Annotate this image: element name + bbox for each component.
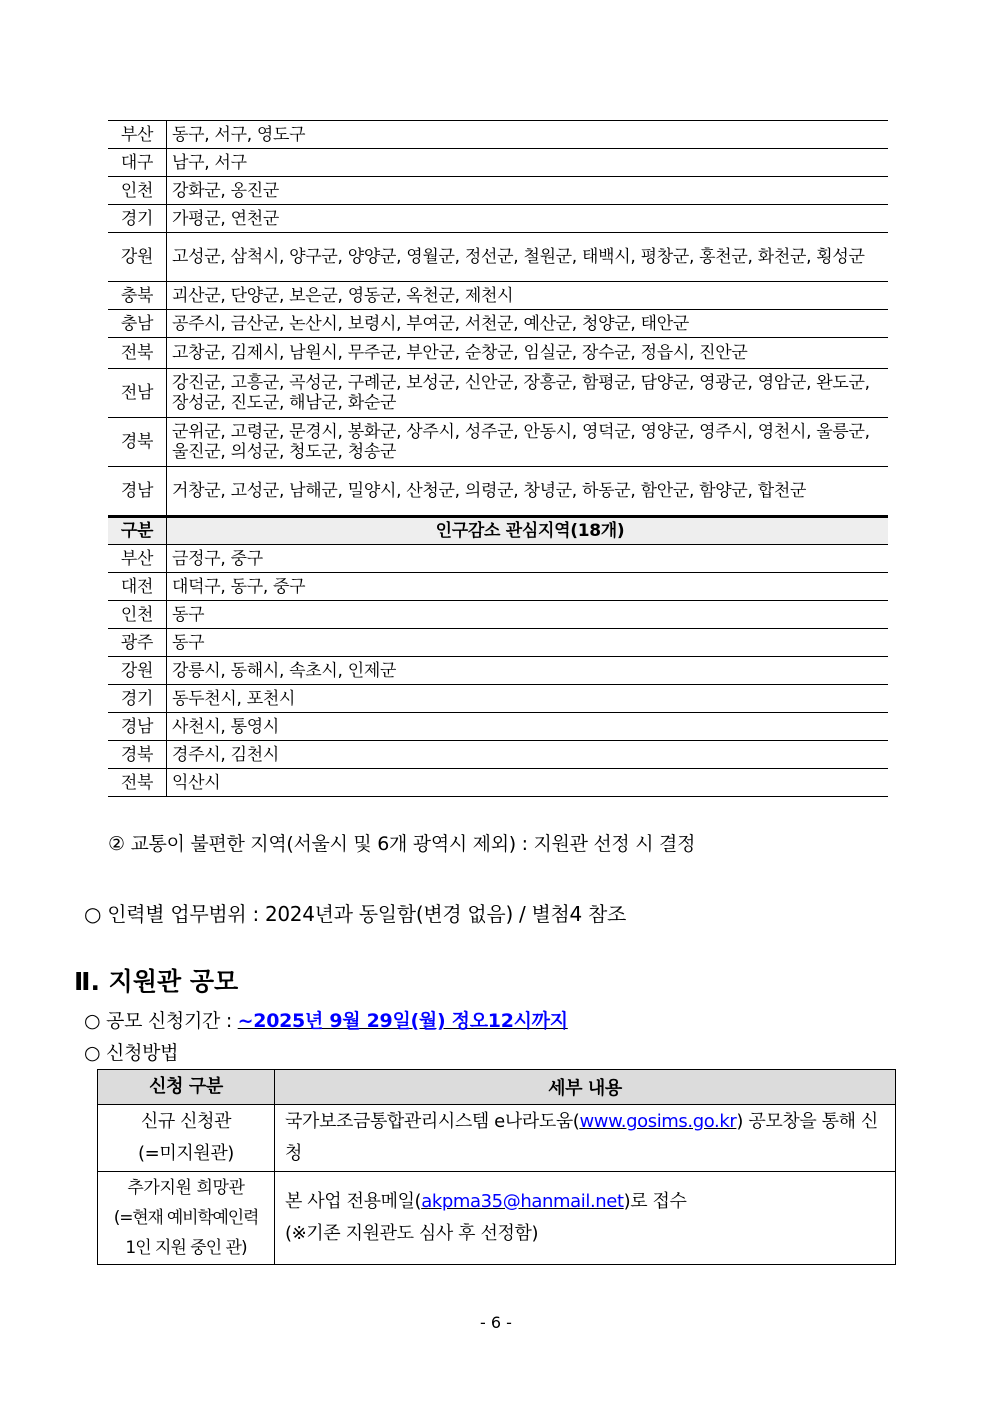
- region-cell: 부산: [108, 545, 167, 573]
- region-cell: 충남: [108, 310, 167, 338]
- header-category: 구분: [108, 517, 167, 545]
- table-row: [108, 233, 888, 282]
- table-row: [98, 1105, 896, 1172]
- areas-cell: 경주시, 김천시: [167, 741, 889, 769]
- table-row: [108, 573, 888, 601]
- region-cell: 경북: [108, 741, 167, 769]
- table-row: [108, 601, 888, 629]
- detail-text: )로 접수: [623, 1191, 687, 1212]
- detail-note: (※기존 지원관도 심사 후 선정함): [285, 1223, 539, 1244]
- region-cell: 전남: [108, 369, 167, 418]
- areas-cell: 강릉시, 동해시, 속초시, 인제군: [167, 657, 889, 685]
- areas-cell: 동구: [167, 629, 889, 657]
- table-row: [108, 769, 888, 797]
- application-method-table: [97, 1069, 896, 1265]
- table-row: [108, 205, 888, 233]
- details-cell: [275, 1105, 896, 1172]
- table-row: [98, 1172, 896, 1265]
- region-cell: 인천: [108, 601, 167, 629]
- table-row: [108, 418, 888, 467]
- type-line: 추가지원 희망관: [127, 1178, 245, 1198]
- type-line: (=미지원관): [138, 1143, 234, 1164]
- header-interest-areas: 인구감소 관심지역(18개): [167, 517, 889, 545]
- table-row: [108, 177, 888, 205]
- table-row: [108, 713, 888, 741]
- areas-cell: 익산시: [167, 769, 889, 797]
- detail-text: 본 사업 전용메일(: [285, 1191, 422, 1212]
- region-cell: 경북: [108, 418, 167, 467]
- areas-cell: 강화군, 옹진군: [167, 177, 889, 205]
- region-cell: 경남: [108, 467, 167, 517]
- application-method-label: ○ 신청방법: [84, 1042, 179, 1064]
- region-cell: 대구: [108, 149, 167, 177]
- population-region-table: [108, 120, 888, 797]
- table-row: [108, 338, 888, 369]
- detail-text: ) 공모창을 통해 신청: [285, 1111, 878, 1164]
- type-line: 신규 신청관: [140, 1111, 232, 1132]
- region-cell: 경남: [108, 713, 167, 741]
- areas-cell: 거창군, 고성군, 남해군, 밀양시, 산청군, 의령군, 창녕군, 하동군, 함안군, 함양군, 합천군: [167, 467, 889, 517]
- areas-cell: 대덕구, 동구, 중구: [167, 573, 889, 601]
- table-row: [108, 149, 888, 177]
- region-cell: 전북: [108, 338, 167, 369]
- details-cell: [275, 1172, 896, 1265]
- table-row: [108, 467, 888, 517]
- region-cell: 광주: [108, 629, 167, 657]
- section-title: Ⅱ. 지원관 공모: [74, 967, 239, 996]
- areas-cell: 동구, 서구, 영도구: [167, 121, 889, 149]
- table-row: [108, 741, 888, 769]
- table-row: [108, 685, 888, 713]
- gosims-link[interactable]: www.gosims.go.kr: [579, 1111, 737, 1132]
- header-details: 세부 내용: [275, 1070, 896, 1105]
- page-number: - 6 -: [480, 1313, 512, 1332]
- region-cell: 부산: [108, 121, 167, 149]
- transport-note: ② 교통이 불편한 지역(서울시 및 6개 광역시 제외) : 지원관 선정 시 결정: [108, 833, 696, 855]
- areas-cell: 고성군, 삼척시, 양구군, 양양군, 영월군, 정선군, 철원군, 태백시, 평창군, 홍천군, 화천군, 횡성군: [167, 233, 889, 282]
- region-cell: 경기: [108, 205, 167, 233]
- areas-cell: 고창군, 김제시, 남원시, 무주군, 부안군, 순창군, 임실군, 장수군, 정읍시, 진안군: [167, 338, 889, 369]
- table-row: [108, 629, 888, 657]
- region-cell: 전북: [108, 769, 167, 797]
- region-cell: 경기: [108, 685, 167, 713]
- areas-cell: 공주시, 금산군, 논산시, 보령시, 부여군, 서천군, 예산군, 청양군, 태안군: [167, 310, 889, 338]
- table-row: [108, 545, 888, 573]
- work-scope-bullet: ○ 인력별 업무범위 : 2024년과 동일함(변경 없음) / 별첨4 참조: [84, 902, 627, 926]
- detail-text: 국가보조금통합관리시스템 e나라도움(: [285, 1111, 580, 1132]
- application-type-cell: [98, 1172, 275, 1265]
- type-line: (=현재 예비학예인력: [113, 1208, 259, 1228]
- region-cell: 인천: [108, 177, 167, 205]
- region-cell: 충북: [108, 282, 167, 310]
- period-deadline: ~2025년 9월 29일(월) 정오12시까지: [237, 1010, 568, 1032]
- table-row: [108, 657, 888, 685]
- application-period: [84, 1006, 568, 1033]
- detail-line: [285, 1186, 894, 1218]
- areas-cell: 가평군, 연천군: [167, 205, 889, 233]
- areas-cell: 군위군, 고령군, 문경시, 봉화군, 상주시, 성주군, 안동시, 영덕군, 영양군, 영주시, 영천시, 울릉군, 울진군, 의성군, 청도군, 청송군: [167, 418, 889, 467]
- email-link[interactable]: akpma35@hanmail.net: [421, 1191, 624, 1212]
- table-row: [108, 282, 888, 310]
- header-application-type: 신청 구분: [98, 1070, 275, 1105]
- region-cell: 강원: [108, 233, 167, 282]
- application-type-cell: [98, 1105, 275, 1172]
- period-label: ○ 공모 신청기간 :: [84, 1010, 238, 1032]
- areas-cell: 강진군, 고흥군, 곡성군, 구례군, 보성군, 신안군, 장흥군, 함평군, 담양군, 영광군, 영암군, 완도군, 장성군, 진도군, 해남군, 화순군: [167, 369, 889, 418]
- region-cell: 대전: [108, 573, 167, 601]
- table-header: [98, 1070, 896, 1105]
- type-line: 1인 지원 중인 관): [125, 1238, 247, 1258]
- areas-cell: 동구: [167, 601, 889, 629]
- table-row: [108, 121, 888, 149]
- table-row: [108, 369, 888, 418]
- table-row: [108, 310, 888, 338]
- interest-table-header: [108, 517, 888, 545]
- areas-cell: 남구, 서구: [167, 149, 889, 177]
- areas-cell: 동두천시, 포천시: [167, 685, 889, 713]
- areas-cell: 사천시, 통영시: [167, 713, 889, 741]
- areas-cell: 금정구, 중구: [167, 545, 889, 573]
- areas-cell: 괴산군, 단양군, 보은군, 영동군, 옥천군, 제천시: [167, 282, 889, 310]
- region-cell: 강원: [108, 657, 167, 685]
